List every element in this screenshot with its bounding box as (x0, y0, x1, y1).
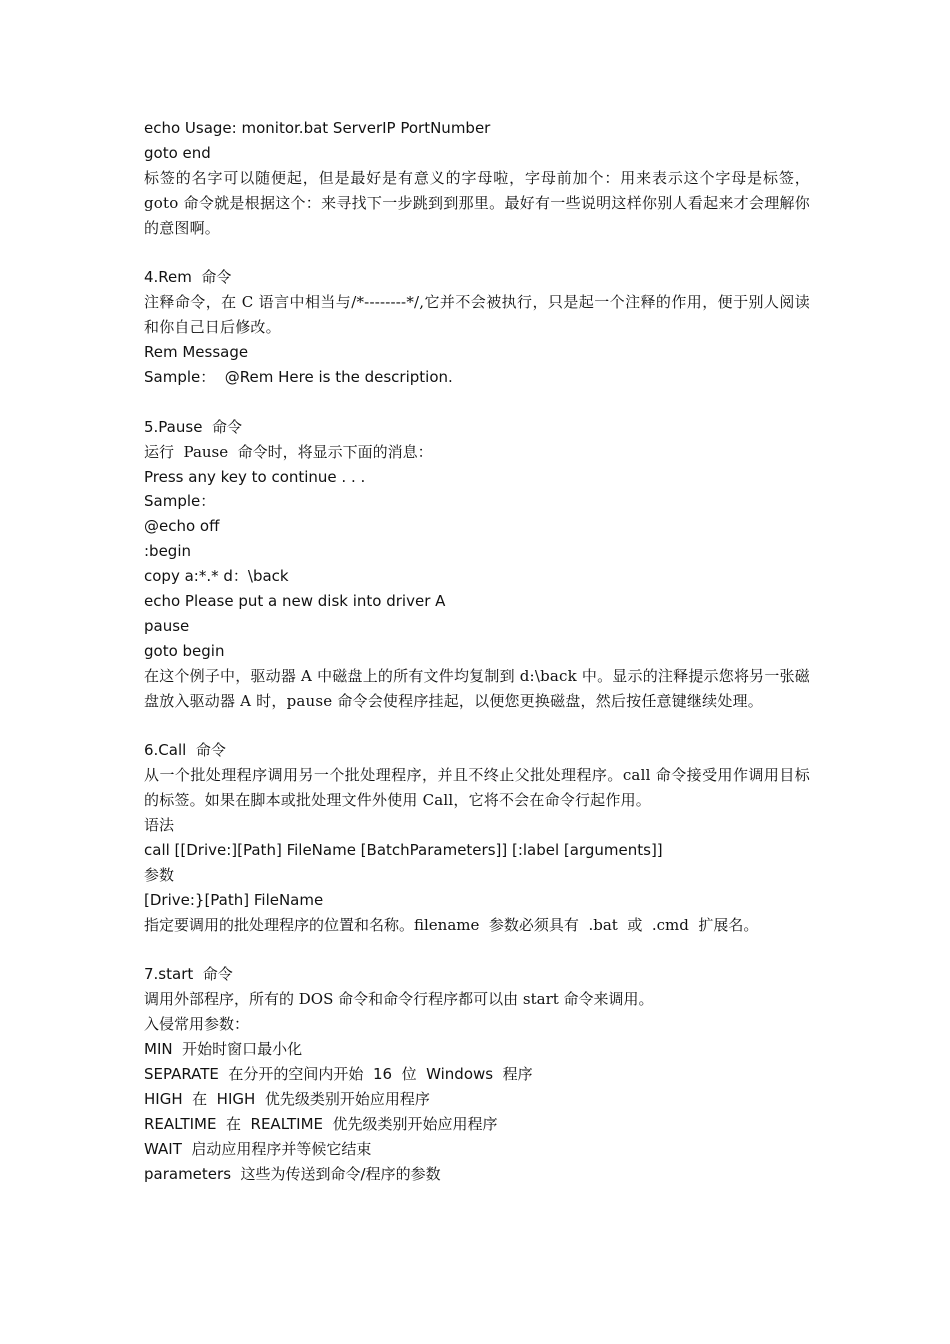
start-params-label: 入侵常用参数： (144, 1015, 250, 1034)
code-line: Sample： @Rem Here is the description. (144, 367, 453, 386)
code-line: copy a:*.* d：\back (144, 567, 289, 586)
paragraph-rem-desc: 注释命令，在 C 语言中相当与/*--------*/,它并不会被执行，只是起一个注释的作用，便于别人阅读和你自己日后修改。 (144, 293, 810, 337)
paragraph-label-explanation: 标签的名字可以随便起，但是最好是有意义的字母啦，字母前加个：用来表示这个字母是标签，goto 命令就是根据这个：来寻找下一步跳到到那里。最好有一些说明这样你别人看起来才会理解你的意图啊。 (144, 168, 810, 237)
spacer (144, 938, 810, 963)
start-param-item: REALTIME 在 REALTIME 优先级类别开始应用程序 (144, 1114, 498, 1133)
code-line: call [[Drive:][Path] FileName [BatchParameters]] [:label [arguments]] (144, 840, 663, 859)
paragraph-call-param-desc: 指定要调用的批处理程序的位置和名称。filename 参数必须具有 .bat 或 .cmd 扩展名。 (144, 915, 759, 934)
code-line: @echo off (144, 517, 220, 536)
code-line: goto begin (144, 641, 225, 660)
section-heading-rem: 4.Rem 命令 (144, 268, 232, 287)
code-line: goto end (144, 143, 211, 162)
start-param-item: HIGH 在 HIGH 优先级类别开始应用程序 (144, 1089, 430, 1108)
code-line: pause (144, 616, 190, 635)
document-body (144, 116, 810, 1186)
code-line: Rem Message (144, 343, 249, 362)
spacer (144, 713, 810, 738)
syntax-label: 语法 (144, 816, 175, 835)
start-param-item: MIN 开始时窗口最小化 (144, 1040, 303, 1059)
paragraph-pause-explain: 在这个例子中，驱动器 A 中磁盘上的所有文件均复制到 d:\back 中。显示的注释提示您将另一张磁盘放入驱动器 A 时，pause 命令会使程序挂起，以便您更换磁盘，然后按任意键继续处理。 (144, 666, 810, 710)
spacer (144, 241, 810, 266)
paragraph-pause-desc: 运行 Pause 命令时，将显示下面的消息： (144, 442, 433, 461)
section-heading-start: 7.start 命令 (144, 965, 233, 984)
spacer (144, 390, 810, 415)
paragraph-call-desc: 从一个批处理程序调用另一个批处理程序，并且不终止父批处理程序。call 命令接受用作调用目标的标签。如果在脚本或批处理文件外使用 Call，它将不会在命令行起作用。 (144, 766, 810, 810)
code-line: :begin (144, 542, 191, 561)
paragraph-start-desc: 调用外部程序，所有的 DOS 命令和命令行程序都可以由 start 命令来调用。 (144, 990, 654, 1009)
code-line: Press any key to continue . . . (144, 467, 366, 486)
section-heading-call: 6.Call 命令 (144, 741, 226, 760)
code-line: echo Usage: monitor.bat ServerIP PortNumber (144, 119, 491, 137)
start-param-item: parameters 这些为传送到命令/程序的参数 (144, 1164, 441, 1183)
code-line: [Drive:}[Path] FileName (144, 890, 324, 909)
code-line: Sample： (144, 492, 216, 511)
section-heading-pause: 5.Pause 命令 (144, 417, 242, 436)
params-label: 参数 (144, 865, 175, 884)
start-param-item: SEPARATE 在分开的空间内开始 16 位 Windows 程序 (144, 1064, 533, 1083)
start-param-item: WAIT 启动应用程序并等候它结束 (144, 1139, 372, 1158)
code-line: echo Please put a new disk into driver A (144, 592, 446, 610)
